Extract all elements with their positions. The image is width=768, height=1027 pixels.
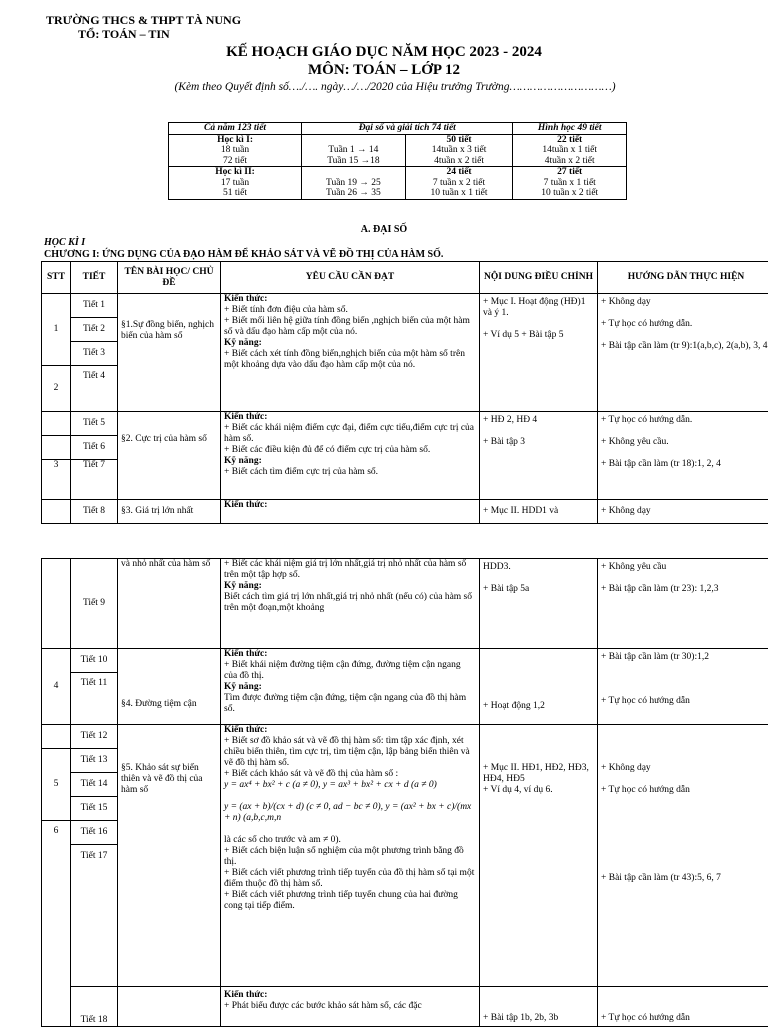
tiet-cell: Tiết 7	[71, 460, 118, 500]
stt-cell: 2	[42, 366, 71, 412]
lesson-guidance: + Không dạy	[598, 500, 768, 524]
col-adjustment: NỘI DUNG ĐIỀU CHỈNH	[480, 262, 598, 294]
tiet-cell: Tiết 17	[71, 845, 118, 987]
lesson-name: §2. Cực trị của hàm số	[118, 412, 221, 500]
summary-header-year: Cả năm 123 tiết	[169, 123, 302, 135]
summary-table	[168, 122, 627, 200]
lesson-requirements: Kiến thức: + Biết tính đơn điệu của hàm số. + Biết mối liên hệ giữa tính đồng biến ,nghịch biến của một hàm số và dấu đạo hàm cấp một của nó. Kỹ năng: + Biết cách xét tính đồng biến,nghịch biến của một hàm số trên một khoảng dựa vào dấu đạo hàm cấp một của nó.	[221, 294, 480, 412]
stt-cell: 5	[42, 749, 71, 821]
summary-hk2-weeks: Tuần 19 → 25 Tuần 26 → 35	[302, 167, 406, 200]
stt-cell	[42, 412, 71, 436]
lesson-name: và nhỏ nhất của hàm số	[118, 559, 221, 649]
summary-hk1-algebra: 50 tiết 14tuần x 3 tiết 4tuần x 2 tiết	[405, 134, 513, 167]
tiet-cell: Tiết 12	[71, 725, 118, 749]
summary-header-geometry: Hình học 49 tiết	[513, 123, 627, 135]
stt-cell	[42, 436, 71, 460]
lesson-requirements: Kiến thức: + Phát biểu được các bước khảo sát hàm số, các đặc	[221, 987, 480, 1027]
decision-note: (Kèm theo Quyết định số…./…. ngày…/…/2020 của Hiệu trưởng Trường…………………………)	[0, 81, 768, 93]
summary-hk1-geometry: 22 tiết 14tuần x 1 tiết 4tuần x 2 tiết	[513, 134, 627, 167]
lesson-name: §5. Khảo sát sự biến thiên và vẽ đồ thị của hàm số	[118, 725, 221, 987]
tiet-cell: Tiết 13	[71, 749, 118, 773]
stt-cell: 3	[42, 460, 71, 500]
summary-hk2: Học kì II: 17 tuần 51 tiết	[169, 167, 302, 200]
stt-cell: 1	[42, 294, 71, 366]
tiet-cell: Tiết 2	[71, 318, 118, 342]
summary-hk2-algebra: 24 tiết 7 tuần x 2 tiết 10 tuần x 1 tiết	[405, 167, 513, 200]
subject-title: MÔN: TOÁN – LỚP 12	[0, 62, 768, 79]
lesson-requirements: Kiến thức: + Biết các khái niệm điểm cực đại, điểm cực tiểu,điểm cực trị của hàm số. + Biết các điều kiện đủ để có điểm cực trị của hàm số. Kỹ năng: + Biết cách tìm điểm cực trị của hàm số.	[221, 412, 480, 500]
tiet-cell: Tiết 5	[71, 412, 118, 436]
lesson-guidance: + Tự học có hướng dẫn. + Không yêu cầu. + Bài tập cần làm (tr 18):1, 2, 4	[598, 412, 768, 500]
plan-table-part2	[41, 558, 768, 1027]
lesson-requirements: Kiến thức: + Biết sơ đồ khảo sát và vẽ đồ thị hàm số: tìm tập xác định, xét chiều biến thiên, tìm cực trị, tìm tiệm cận, lập bảng biến thiên và vẽ đồ thị hàm số. + Biết cách khảo sát và vẽ đồ thị của hàm số : y = ax⁴ + bx² + c (a ≠ 0), y = ax³ + bx² + cx + d (a ≠ 0) y = (ax + b)/(cx + d) (c ≠ 0, ad − bc ≠ 0), y = (ax² + bx + c)/(mx + n) (a,b,c,m,n là các số cho trước và am ≠ 0). + Biết cách biện luận số nghiệm của một phương trình bằng đồ thị. + Biết cách viết phương trình tiếp tuyến của đồ thị hàm số tại một điểm thuộc đồ thị hàm số. + Biết cách viết phương trình tiếp tuyến chung của hai đường cong tại tiếp điểm.	[221, 725, 480, 987]
school-name: TRƯỜNG THCS & THPT TÀ NUNG	[46, 14, 241, 27]
lesson-guidance: + Không dạy + Tự học có hướng dẫn. + Bài tập cần làm (tr 9):1(a,b,c), 2(a,b), 3, 4	[598, 294, 768, 412]
tiet-cell: Tiết 15	[71, 797, 118, 821]
lesson-name	[118, 987, 221, 1027]
lesson-adjustment: + HĐ 2, HĐ 4 + Bài tập 3	[480, 412, 598, 500]
lesson-name: §4. Đường tiệm cận	[118, 649, 221, 725]
lesson-adjustment: + Mục I. Hoạt động (HĐ)1 và ý 1. + Ví dụ 5 + Bài tập 5	[480, 294, 598, 412]
col-requirements: YÊU CẦU CẦN ĐẠT	[221, 262, 480, 294]
col-stt: STT	[42, 262, 71, 294]
section-heading: A. ĐẠI SỐ	[0, 224, 768, 235]
tiet-cell: Tiết 3	[71, 342, 118, 366]
stt-cell	[42, 500, 71, 524]
tiet-cell: Tiết 6	[71, 436, 118, 460]
stt-cell	[42, 559, 71, 649]
col-lesson: TÊN BÀI HỌC/ CHỦ ĐỀ	[118, 262, 221, 294]
tiet-cell: Tiết 1	[71, 294, 118, 318]
summary-hk1: Học kì I: 18 tuần 72 tiết	[169, 134, 302, 167]
summary-hk2-geometry: 27 tiết 7 tuần x 1 tiết 10 tuần x 2 tiết	[513, 167, 627, 200]
lesson-guidance: + Không yêu cầu + Bài tập cần làm (tr 23): 1,2,3	[598, 559, 768, 649]
plan-table-part1	[41, 261, 768, 524]
tiet-cell: Tiết 8	[71, 500, 118, 524]
summary-hk1-weeks: Tuần 1 → 14 Tuần 15 →18	[302, 134, 406, 167]
lesson-requirements: + Biết các khái niệm giá trị lớn nhất,giá trị nhỏ nhất của hàm số trên một tập hợp số. Kỹ năng: Biết cách tìm giá trị lớn nhất,giá trị nhỏ nhất (nếu có) của hàm số trên một đoạn,một khoảng	[221, 559, 480, 649]
stt-cell: 6	[42, 821, 71, 1027]
semester-heading: HỌC KÌ I	[44, 237, 85, 248]
tiet-cell: Tiết 18	[71, 987, 118, 1027]
stt-cell	[42, 725, 71, 749]
summary-header-algebra: Đại số và giải tích 74 tiết	[302, 123, 513, 135]
tiet-cell: Tiết 11	[71, 673, 118, 725]
lesson-guidance: + Tự học có hướng dẫn	[598, 987, 768, 1027]
tiet-cell: Tiết 16	[71, 821, 118, 845]
stt-cell: 4	[42, 649, 71, 725]
tiet-cell: Tiết 9	[71, 559, 118, 649]
chapter-heading: CHƯƠNG I: ỨNG DỤNG CỦA ĐẠO HÀM ĐỂ KHẢO SÁT VÀ VẼ ĐỒ THỊ CỦA HÀM SỐ.	[44, 249, 443, 260]
lesson-adjustment: + Bài tập 1b, 2b, 3b	[480, 987, 598, 1027]
lesson-name: §1.Sự đồng biến, nghịch biến của hàm số	[118, 294, 221, 412]
lesson-guidance: + Không dạy + Tự học có hướng dẫn + Bài tập cần làm (tr 43):5, 6, 7	[598, 725, 768, 987]
tiet-cell: Tiết 4	[71, 366, 118, 412]
lesson-adjustment: HDD3. + Bài tập 5a	[480, 559, 598, 649]
lesson-adjustment: + Hoạt động 1,2	[480, 649, 598, 725]
plan-title: KẾ HOẠCH GIÁO DỤC NĂM HỌC 2023 - 2024	[0, 44, 768, 61]
tiet-cell: Tiết 14	[71, 773, 118, 797]
lesson-guidance: + Bài tập cần làm (tr 30):1,2 + Tự học có hướng dẫn	[598, 649, 768, 725]
lesson-requirements: Kiến thức:	[221, 500, 480, 524]
col-tiet: TIẾT	[71, 262, 118, 294]
lesson-adjustment: + Mục II. HDD1 và	[480, 500, 598, 524]
lesson-name: §3. Giá trị lớn nhất	[118, 500, 221, 524]
department: TỔ: TOÁN – TIN	[78, 27, 170, 42]
lesson-adjustment: + Mục II. HĐ1, HĐ2, HĐ3, HĐ4, HĐ5 + Ví dụ 4, ví dụ 6.	[480, 725, 598, 987]
col-guidance: HƯỚNG DẪN THỰC HIỆN	[598, 262, 768, 294]
lesson-requirements: Kiến thức: + Biết khái niệm đường tiệm cận đứng, đường tiệm cận ngang của đồ thị. Kỹ năng: Tìm được đường tiệm cận đứng, tiệm cận ngang của đồ thị hàm số.	[221, 649, 480, 725]
tiet-cell: Tiết 10	[71, 649, 118, 673]
